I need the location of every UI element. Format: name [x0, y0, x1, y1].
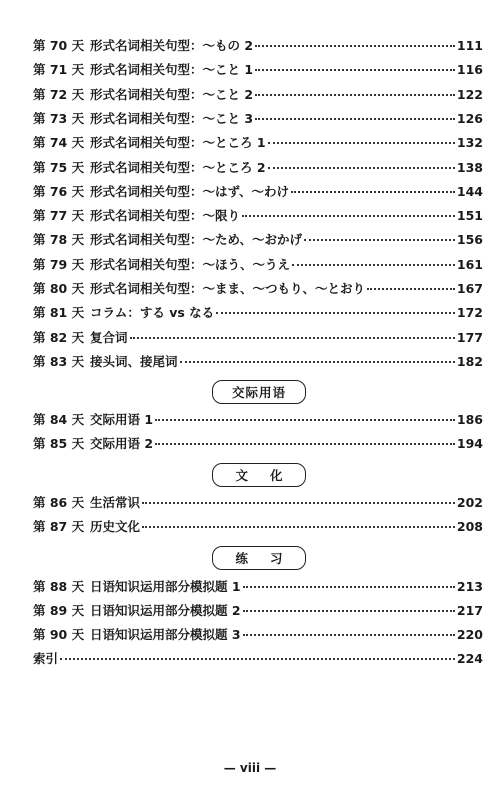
dot-leader	[216, 312, 455, 314]
toc-entry[interactable]	[33, 303, 483, 321]
dot-leader	[130, 337, 455, 339]
toc-entry[interactable]	[33, 206, 483, 224]
toc-title: 复合词	[90, 329, 128, 345]
toc-day: 第 80 天	[33, 281, 85, 296]
toc-page-number: 138	[456, 159, 483, 175]
toc-entry[interactable]	[33, 328, 483, 346]
toc-page-number: 208	[456, 519, 483, 534]
toc-title: 形式名词相关句型：～まま、～つもり、～とおり	[90, 281, 366, 296]
toc-title: コラム：する vs なる	[90, 305, 215, 321]
toc-page-number: 182	[456, 353, 483, 369]
toc-day: 第 89 天	[33, 603, 85, 618]
toc-day: 第 73 天	[33, 110, 85, 126]
toc-title: 形式名词相关句型：～ところ 1	[90, 135, 266, 151]
toc-page-number: 172	[456, 305, 483, 321]
dot-leader	[291, 191, 455, 193]
dot-leader	[255, 118, 455, 120]
toc-entry[interactable]	[33, 410, 483, 428]
dot-leader	[155, 419, 455, 421]
toc-day: 第 79 天	[33, 256, 85, 272]
toc-title: 历史文化	[90, 519, 141, 534]
toc-entry[interactable]	[33, 230, 483, 248]
toc-page-number: 217	[456, 603, 483, 618]
toc-entry[interactable]	[33, 182, 483, 200]
dot-leader	[243, 634, 455, 636]
dot-leader	[243, 610, 455, 612]
dot-leader	[255, 45, 455, 47]
toc-title: 形式名词相关句型：～こと 2	[90, 86, 254, 102]
toc-entry[interactable]	[33, 517, 483, 535]
toc-title: 形式名词相关句型：～はず、～わけ	[90, 183, 290, 199]
dot-leader	[268, 142, 455, 144]
toc-day: 第 72 天	[33, 86, 85, 102]
dot-leader	[142, 526, 455, 528]
toc-entry[interactable]	[33, 133, 483, 151]
toc-day: 第 85 天	[33, 436, 85, 451]
dot-leader	[268, 167, 455, 169]
toc-day: 第 78 天	[33, 232, 85, 248]
toc-title: 接头词、接尾词	[90, 353, 178, 369]
section-heading-text: 练习	[235, 551, 305, 566]
section-heading-text: 文化	[235, 468, 305, 483]
toc-entry[interactable]	[33, 625, 483, 643]
section-heading-text: 交际用语	[231, 385, 286, 400]
toc-entry[interactable]	[33, 36, 483, 54]
toc-title: 形式名词相关句型：～限り	[90, 208, 241, 224]
toc-day: 第 74 天	[33, 135, 85, 151]
toc-day: 第 81 天	[33, 305, 85, 321]
toc-page-number: 156	[456, 232, 483, 248]
toc-page-number: 126	[456, 110, 483, 126]
toc-title: 形式名词相关句型：～ほう、～うえ	[90, 256, 291, 272]
toc-page-number: 177	[456, 329, 483, 345]
toc-page-number: 202	[456, 495, 483, 510]
toc-page-number: 186	[456, 412, 483, 427]
toc-page-number: 213	[456, 579, 483, 594]
toc-entry[interactable]	[33, 255, 483, 273]
toc-entry[interactable]	[33, 493, 483, 511]
toc-day: 第 70 天	[33, 38, 85, 53]
toc-entry[interactable]	[33, 577, 483, 595]
toc-page-number: 132	[456, 135, 483, 151]
toc-entry[interactable]	[33, 158, 483, 176]
toc-title: 生活常识	[90, 495, 141, 510]
dot-leader	[255, 94, 455, 96]
dot-leader	[242, 215, 455, 217]
toc-day: 第 88 天	[33, 579, 85, 594]
toc-day: 第 76 天	[33, 183, 85, 199]
toc-day: 第 71 天	[33, 62, 85, 78]
toc-title: 交际用语 2	[90, 436, 154, 451]
dot-leader	[180, 361, 455, 363]
toc-title: 形式名词相关句型：～ところ 2	[90, 159, 266, 175]
toc-page-number: 161	[456, 256, 483, 272]
toc-entry[interactable]	[33, 352, 483, 370]
section-heading-practice	[212, 546, 306, 570]
toc-entry[interactable]	[33, 109, 483, 127]
toc-page-number: 220	[456, 627, 483, 642]
toc-day: 第 83 天	[33, 353, 85, 369]
toc-entry[interactable]	[33, 85, 483, 103]
toc-entry[interactable]	[33, 279, 483, 297]
dot-leader	[60, 658, 455, 660]
page-folio: — viii —	[223, 761, 277, 775]
dot-leader	[155, 443, 455, 445]
toc-page-number: 122	[456, 86, 483, 102]
toc-entry[interactable]	[33, 601, 483, 619]
toc-page-number: 111	[456, 38, 483, 53]
toc-day: 第 87 天	[33, 519, 85, 534]
toc-page-number: 151	[456, 208, 483, 224]
toc-page-number: 194	[456, 436, 483, 451]
toc-day: 第 86 天	[33, 495, 85, 510]
dot-leader	[243, 586, 455, 588]
toc-page-number: 144	[456, 183, 483, 199]
toc-title: 形式名词相关句型：～ため、～おかげ	[90, 232, 303, 248]
toc-entry[interactable]	[33, 649, 483, 667]
toc-title: 形式名词相关句型：～こと 1	[90, 62, 254, 78]
toc-entry[interactable]	[33, 60, 483, 78]
dot-leader	[304, 239, 455, 241]
toc-page-number: 224	[456, 651, 483, 666]
toc-entry[interactable]	[33, 434, 483, 452]
toc-day: 第 77 天	[33, 208, 85, 224]
dot-leader	[255, 69, 455, 71]
toc-title: 交际用语 1	[90, 412, 154, 427]
section-heading-culture	[212, 463, 306, 487]
toc-title: 日语知识运用部分模拟题 1	[90, 579, 241, 594]
toc-day: 第 75 天	[33, 159, 85, 175]
dot-leader	[142, 502, 455, 504]
toc-title: 日语知识运用部分模拟题 2	[90, 603, 241, 618]
toc-day: 第 84 天	[33, 412, 85, 427]
dot-leader	[367, 288, 455, 290]
toc-page-number: 116	[456, 62, 483, 78]
toc-title: 日语知识运用部分模拟题 3	[90, 627, 241, 642]
dot-leader	[292, 264, 455, 266]
toc-title: 形式名词相关句型：～もの 2	[90, 38, 254, 53]
toc-day: 第 82 天	[33, 329, 85, 345]
toc-page-number: 167	[456, 281, 483, 296]
toc-title: 形式名词相关句型：～こと 3	[90, 110, 254, 126]
toc-day: 第 90 天	[33, 627, 85, 642]
toc-title: 索引	[33, 651, 59, 666]
section-heading-communication	[212, 380, 306, 404]
